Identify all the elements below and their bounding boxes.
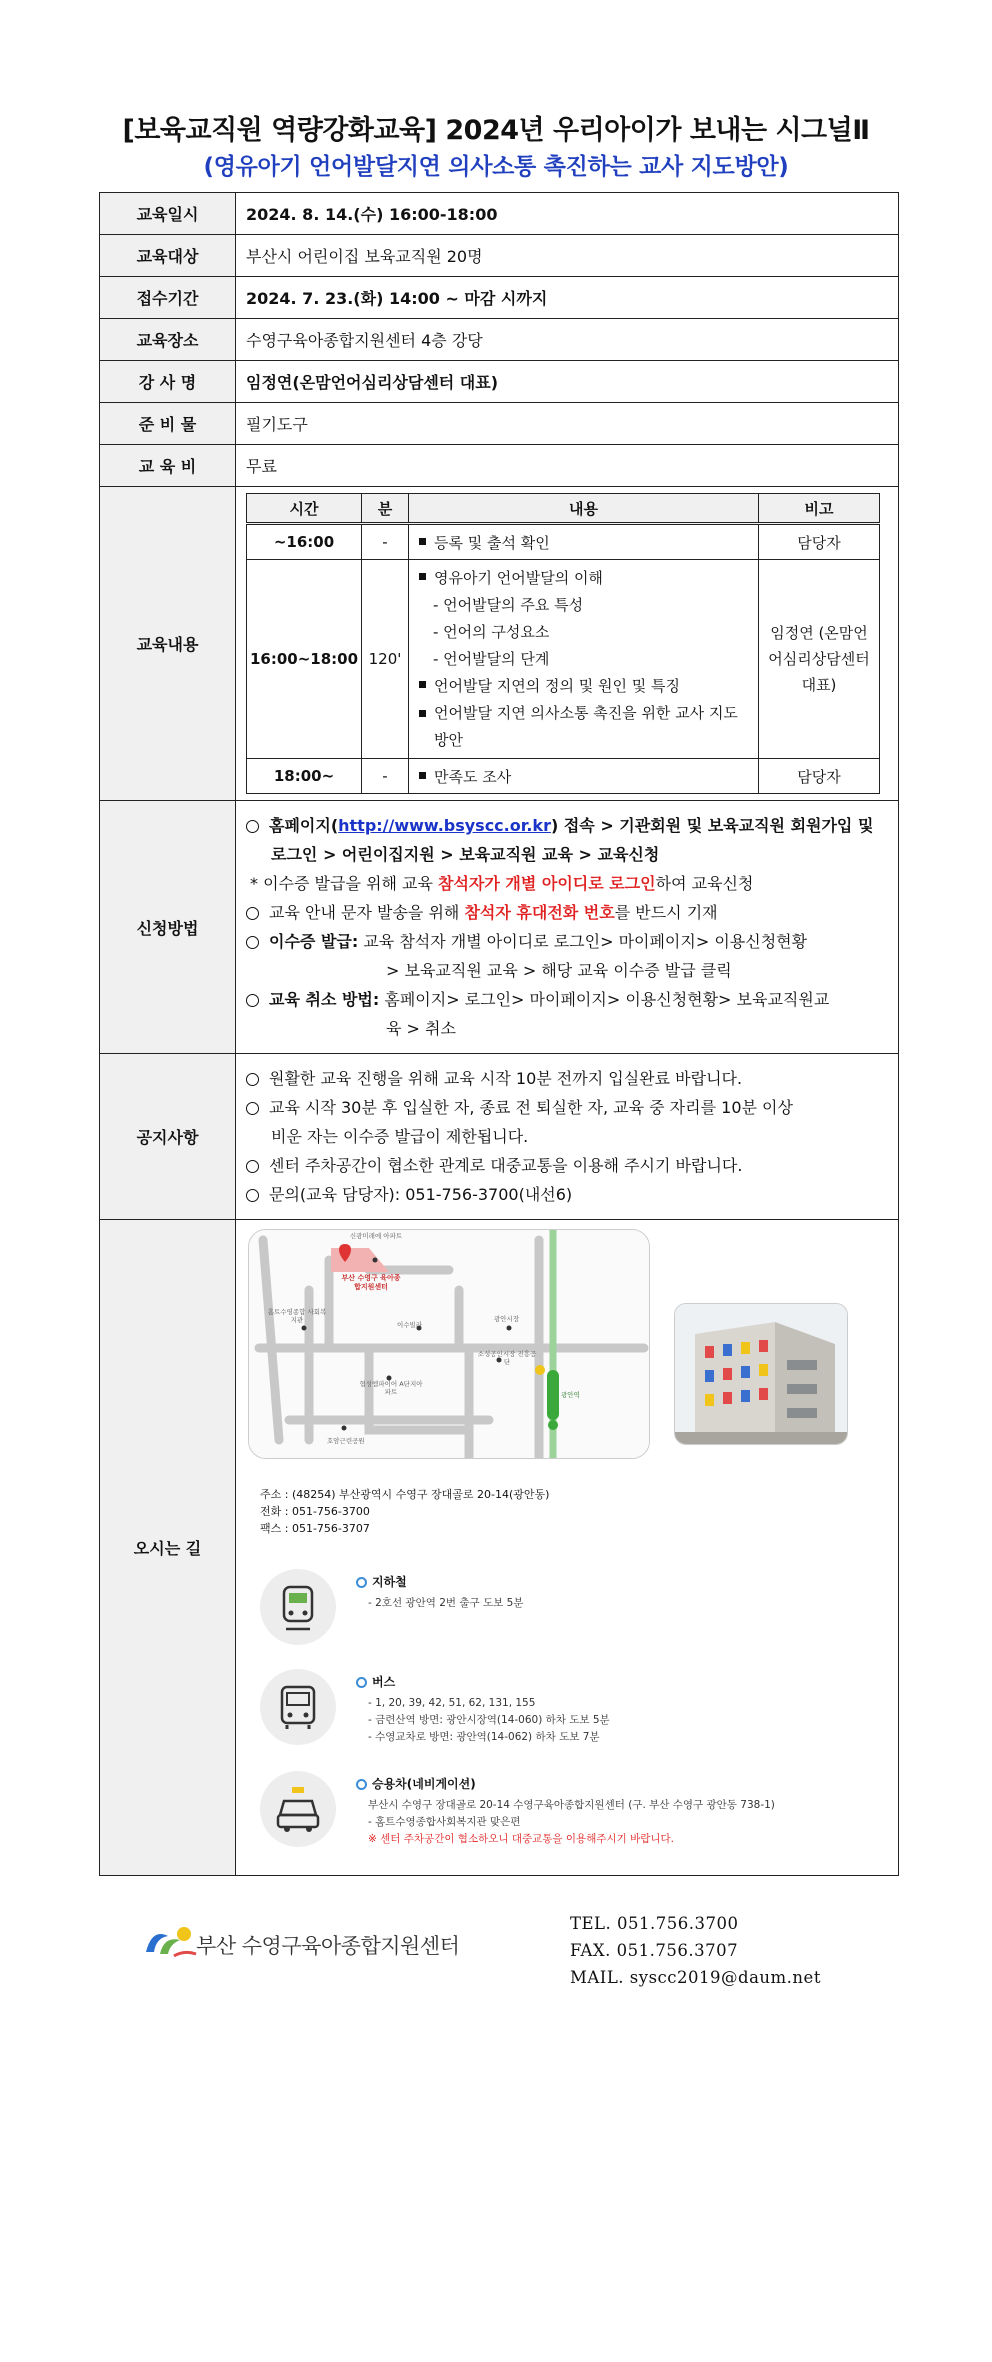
schedule-subitem: - 언어발달의 주요 특성 [433, 595, 584, 614]
apply-highlight: 참석자 휴대전화 번호 [464, 903, 615, 922]
circle-bullet-icon [246, 1102, 259, 1115]
schedule-min: 120' [362, 560, 409, 759]
schedule-item: 만족도 조사 [434, 767, 512, 786]
apply-highlight: 참석자가 개별 아이디로 로그인 [438, 874, 656, 893]
schedule-note: 담당자 [759, 524, 880, 560]
footer-fax: FAX. 051.756.3707 [570, 1941, 739, 1960]
car-title: 승용차(네비게이션) [356, 1775, 476, 1792]
info-row [100, 361, 899, 403]
schedule-table [246, 493, 880, 794]
apply-text: > 보육교직원 교육 > 해당 교육 이수증 발급 클릭 [386, 961, 732, 980]
circle-bullet-icon [246, 994, 259, 1007]
row-value: 임정연(온맘언어심리상담센터 대표) [236, 361, 899, 403]
apply-row [100, 801, 899, 1054]
row-label: 신청방법 [100, 801, 236, 1054]
apply-text: ) 접속 > 기관회원 및 보육교직원 회원가입 및 [550, 816, 874, 835]
map-label: 부산 수영구 육아종합지원센터 [341, 1274, 401, 1291]
subway-icon [260, 1569, 336, 1645]
info-row [100, 445, 899, 487]
schedule-time: ~16:00 [247, 524, 362, 560]
apply-text: 이수증 발급: [269, 932, 359, 951]
apply-text: 교육 참석자 개별 아이디로 로그인> 마이페이지> 이용신청현황 [363, 932, 808, 951]
row-value: 부산시 어린이집 보육교직원 20명 [236, 235, 899, 277]
table-row [247, 759, 880, 794]
schedule-item: 등록 및 출석 확인 [434, 533, 550, 552]
row-value: 2024. 7. 23.(화) 14:00 ~ 마감 시까지 [236, 277, 899, 319]
map-label: 이수빌라 [397, 1321, 423, 1329]
row-label: 교 육 비 [100, 445, 236, 487]
schedule-note: 담당자 [759, 759, 880, 794]
circle-bullet-icon [246, 1160, 259, 1173]
circle-bullet-icon [246, 907, 259, 920]
circle-bullet-icon [246, 1073, 259, 1086]
bus-line: - 수영교차로 방면: 광안역(14-062) 하차 도보 7분 [368, 1731, 600, 1743]
fax-text: 팩스 : 051-756-3707 [260, 1522, 370, 1535]
apply-text: 교육 취소 방법: [269, 990, 380, 1009]
schedule-min: - [362, 759, 409, 794]
footer-tel: TEL. 051.756.3700 [570, 1914, 739, 1933]
apply-text: 를 반드시 기재 [614, 903, 718, 922]
map-label: 신광미래에 아파트 [349, 1232, 403, 1240]
bus-title: 버스 [356, 1673, 395, 1690]
subway-line: - 2호선 광안역 2번 출구 도보 5분 [368, 1597, 524, 1609]
apply-text: 로그인 > 어린이집지원 > 보육교직원 교육 > 교육신청 [271, 845, 660, 864]
map-label: 호암근린공원 [327, 1437, 365, 1445]
apply-text: 육 > 취소 [386, 1019, 456, 1038]
subway-title: 지하철 [356, 1573, 407, 1590]
row-label: 교육장소 [100, 319, 236, 361]
info-row [100, 235, 899, 277]
row-label: 오시는 길 [100, 1220, 236, 1876]
square-bullet-icon [419, 538, 426, 545]
car-line: - 홈트수영종합사회복지관 맞은편 [368, 1816, 521, 1828]
org-name: 부산 수영구육아종합지원센터 [196, 1934, 460, 1958]
schedule-time: 18:00~ [247, 759, 362, 794]
row-label: 공지사항 [100, 1054, 236, 1220]
homepage-link[interactable]: http://www.bsyscc.or.kr [338, 816, 551, 835]
schedule-item: 영유아기 언어발달의 이해 [434, 568, 603, 587]
schedule-item: 언어발달 지연 의사소통 촉진을 위한 교사 지도방안 [434, 703, 738, 749]
schedule-subitem: - 언어발달의 단계 [433, 649, 550, 668]
notice-line: 문의(교육 담당자): 051-756-3700(내선6) [269, 1185, 573, 1204]
row-label: 준 비 물 [100, 403, 236, 445]
org-logo [140, 1922, 480, 1962]
info-row [100, 193, 899, 235]
document-subtitle: (영유아기 언어발달지연 의사소통 촉진하는 교사 지도방안) [203, 154, 789, 180]
map-label: 협성엠파이어 A단지아파트 [359, 1380, 423, 1396]
apply-text: 하여 교육신청 [655, 874, 754, 893]
bus-icon [260, 1669, 336, 1745]
circle-bullet-icon [246, 936, 259, 949]
document-title: [보육교직원 역량강화교육] 2024년 우리아이가 보내는 시그널Ⅱ [122, 115, 870, 146]
bus-line: - 1, 20, 39, 42, 51, 62, 131, 155 [368, 1697, 536, 1709]
car-section [260, 1771, 860, 1851]
car-warning: ※ 센터 주차공간이 협소하오니 대중교통을 이용해주시기 바랍니다. [368, 1833, 675, 1845]
schedule-header: 분 [362, 494, 409, 524]
contact-info [260, 1486, 549, 1537]
schedule-header: 내용 [409, 494, 759, 524]
subway-section [260, 1569, 860, 1649]
row-label: 접수기간 [100, 277, 236, 319]
taxi-icon [260, 1771, 336, 1847]
square-bullet-icon [419, 710, 426, 717]
square-bullet-icon [419, 772, 426, 779]
circle-bullet-icon [246, 820, 259, 833]
table-row [247, 560, 880, 759]
circle-bullet-icon [246, 1189, 259, 1202]
square-bullet-icon [419, 573, 426, 580]
row-label: 교육내용 [100, 487, 236, 801]
row-label: 교육대상 [100, 235, 236, 277]
schedule-header: 비고 [759, 494, 880, 524]
directions-row [100, 1220, 899, 1876]
apply-text: 교육 안내 문자 발송을 위해 [269, 903, 460, 922]
row-value: 필기도구 [236, 403, 899, 445]
map-label: 광안역 [561, 1391, 580, 1399]
notice-line: 원활한 교육 진행을 위해 교육 시작 10분 전까지 입실완료 바랍니다. [269, 1069, 743, 1088]
map-label: 홈트수영종합 사회복지관 [267, 1308, 327, 1324]
bus-section [260, 1669, 860, 1749]
schedule-note: 임정연 (온맘언어심리상담센터대표) [759, 560, 880, 759]
square-bullet-icon [419, 681, 426, 688]
map-label: 광안시장 [494, 1315, 520, 1323]
info-row [100, 403, 899, 445]
schedule-item: 언어발달 지연의 정의 및 원인 및 특징 [434, 676, 680, 695]
schedule-subitem: - 언어의 구성요소 [433, 622, 550, 641]
info-table [99, 192, 899, 1876]
row-label: 강 사 명 [100, 361, 236, 403]
info-row [100, 277, 899, 319]
phone-text: 전화 : 051-756-3700 [260, 1505, 370, 1518]
schedule-min: - [362, 524, 409, 560]
address-text: 주소 : (48254) 부산광역시 수영구 장대골로 20-14(광안동) [260, 1488, 550, 1501]
notice-line: 교육 시작 30분 후 입실한 자, 종료 전 퇴실한 자, 교육 중 자리를 10분 이상 [269, 1098, 793, 1117]
footer-mail: MAIL. syscc2019@daum.net [570, 1968, 821, 1987]
car-line: 부산시 수영구 장대골로 20-14 수영구육아종합지원센터 (구. 부산 수영구 광안동 738-1) [368, 1799, 775, 1811]
apply-text: 홈페이지> 로그인> 마이페이지> 이용신청현황> 보육교직원교 [384, 990, 830, 1009]
location-map [248, 1229, 650, 1459]
info-row [100, 319, 899, 361]
notice-line: 센터 주차공간이 협소한 관계로 대중교통을 이용해 주시기 바랍니다. [269, 1156, 743, 1175]
apply-text: * 이수증 발급을 위해 교육 [250, 874, 433, 893]
map-label: 소성공인시장 진흥공단 [477, 1350, 537, 1366]
row-value: 수영구육아종합지원센터 4층 강당 [236, 319, 899, 361]
bus-line: - 금련산역 방면: 광안시장역(14-060) 하차 도보 5분 [368, 1714, 610, 1726]
schedule-time: 16:00~18:00 [247, 560, 362, 759]
footer-contact [570, 1910, 821, 1991]
row-value: 2024. 8. 14.(수) 16:00-18:00 [236, 193, 899, 235]
apply-text: 홈페이지( [269, 816, 339, 835]
notice-row [100, 1054, 899, 1220]
schedule-header: 시간 [247, 494, 362, 524]
building-photo [674, 1303, 848, 1445]
row-value: 무료 [236, 445, 899, 487]
table-row [247, 524, 880, 560]
schedule-row [100, 487, 899, 801]
row-label: 교육일시 [100, 193, 236, 235]
notice-line: 비운 자는 이수증 발급이 제한됩니다. [271, 1127, 529, 1146]
